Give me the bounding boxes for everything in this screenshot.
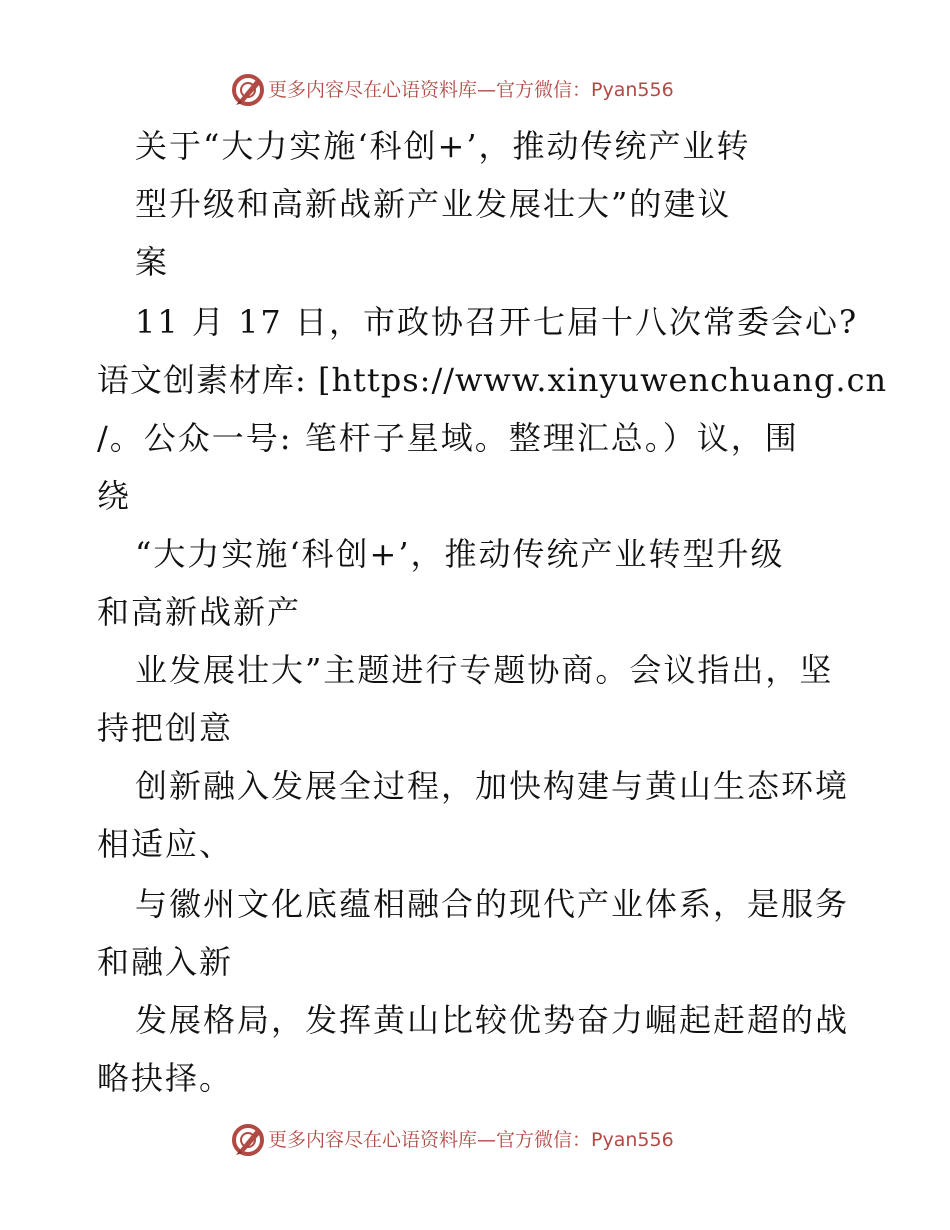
banner-site-text: 更多内容尽在心语资料库 [268, 1129, 478, 1151]
body-line: 持把创意 [97, 709, 234, 747]
body-line: 和高新战新产 [97, 593, 302, 631]
banner-separator: — [477, 1129, 497, 1151]
body-line: 与徽州文化底蕴相融合的现代产业体系，是服务 [135, 885, 850, 923]
body-line: /。公众一号: 笔杆子星域。整理汇总。）议，围 [97, 419, 799, 457]
footer-banner [0, 1120, 950, 1160]
title-line: 关于“大力实施‘科创+’，推动传统产业转 [135, 127, 751, 165]
banner-text [268, 78, 674, 102]
body-line: 略抉择。 [97, 1059, 234, 1097]
body-line: 和融入新 [97, 943, 234, 981]
body-line: 11 月 17 日，市政协召开七届十八次常委会心? [135, 303, 859, 341]
banner-text [268, 1128, 674, 1152]
pen-logo-icon [230, 72, 266, 108]
body-line: 绕 [97, 477, 132, 515]
title-line: 型升级和高新战新产业发展壮大”的建议 [135, 185, 732, 223]
banner-site-text: 更多内容尽在心语资料库 [268, 79, 478, 101]
body-line: “大力实施‘科创+’，推动传统产业转型升级 [135, 535, 785, 573]
body-line: 业发展壮大”主题进行专题协商。会议指出，坚 [135, 651, 834, 689]
banner-separator: — [477, 79, 497, 101]
header-banner [0, 70, 950, 110]
banner-wechat-text: 官方微信：Pyan556 [496, 1129, 674, 1151]
body-line: 语文创素材库: [https://www.xinyuwenchuang.cn [97, 361, 888, 399]
body-line: 发展格局，发挥黄山比较优势奋力崛起赶超的战 [135, 1001, 850, 1039]
body-line: 相适应、 [97, 825, 234, 863]
title-line: 案 [135, 243, 170, 281]
pen-logo-icon [230, 1122, 266, 1158]
body-line: 创新融入发展全过程，加快构建与黄山生态环境 [135, 767, 850, 805]
banner-wechat-text: 官方微信：Pyan556 [496, 79, 674, 101]
